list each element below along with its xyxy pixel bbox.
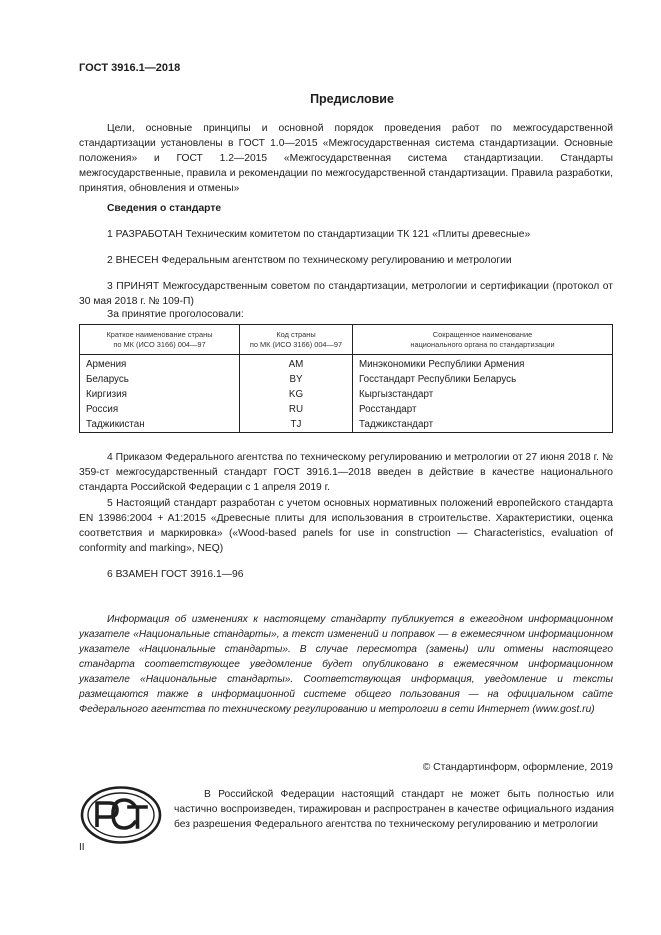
- cell-country: Киргизия: [80, 387, 240, 402]
- cell-code: RU: [240, 402, 353, 417]
- item-2-text: 2 ВНЕСЕН Федеральным агентством по техническому регулированию и метрологии: [107, 255, 512, 266]
- item-4-text: 4 Приказом Федерального агентства по техническому регулированию и метрологии от 27 июня 2018 г. № 359-ст межгосударственный стандарт ГОСТ 3916.1—2018 введен в действие в качестве национального стандарта Российской Федерации с 1 апреля 2019 г.: [79, 452, 613, 493]
- cell-country: Россия: [80, 402, 240, 417]
- vote-table-header-row: [80, 325, 613, 355]
- item-3-text: 3 ПРИНЯТ Межгосударственным советом по стандартизации, метрологии и сертификации (протокол от 30 мая 2018 г. № 109-П): [79, 281, 613, 307]
- section-heading: [79, 201, 613, 216]
- item-1-text: 1 РАЗРАБОТАН Техническим комитетом по стандартизации ТК 121 «Плиты древесные»: [107, 229, 531, 240]
- intro-text: Цели, основные принципы и основной порядок проведения работ по межгосударственной стандартизации установлены в ГОСТ 1.0—2015 «Межгосударственная система стандартизации. Основные положения» и ГОСТ 1.2—2015 «Межгосударственная система стандартизации. Стандарты межгосударственные, правила и рекомендации по межгосударственной стандартизации. Правила разработки, принятия, обновления и отмены»: [79, 123, 613, 194]
- copyright: © Стандартинформ, оформление, 2019: [422, 762, 613, 773]
- item-6: [79, 567, 613, 582]
- cell-body: Минэкономики Республики Армения: [353, 355, 613, 373]
- cell-country: Беларусь: [80, 372, 240, 387]
- item-3: [79, 279, 613, 309]
- item-2: [79, 253, 613, 268]
- item-4: [79, 450, 613, 495]
- item-5-text: 5 Настоящий стандарт разработан с учетом основных нормативных положений европейского стандарта EN 13986:2004 + A1:2015 «Древесные плиты для использования в строительстве. Характеристики, оценка соответствия и маркировка» («Wood-based panels for use in construction — Characteristics, evaluation of conformity and marking», NEQ): [79, 498, 613, 554]
- table-row: [80, 417, 613, 433]
- item-3-sub-text: За принятие проголосовали:: [107, 309, 244, 320]
- rights-notice: [174, 787, 614, 832]
- header-body: [353, 325, 613, 355]
- vote-table: [79, 324, 613, 433]
- section-heading-text: Сведения о стандарте: [107, 203, 222, 214]
- table-row: [80, 355, 613, 373]
- intro-paragraph: [79, 121, 613, 196]
- info-notice: [79, 612, 613, 717]
- cell-body: Росстандарт: [353, 402, 613, 417]
- page-number: II: [79, 842, 85, 853]
- cell-body: Таджикстандарт: [353, 417, 613, 433]
- cell-code: TJ: [240, 417, 353, 433]
- header-code-line2: по МК (ИСО 3166) 004—97: [249, 339, 343, 349]
- item-3-sub: [79, 307, 613, 322]
- item-5: [79, 496, 613, 556]
- doc-code-header: ГОСТ 3916.1—2018: [79, 62, 181, 74]
- header-body-line2: национального органа по стандартизации: [410, 339, 555, 349]
- cell-code: BY: [240, 372, 353, 387]
- cell-country: Армения: [80, 355, 240, 373]
- cell-body: Госстандарт Республики Беларусь: [353, 372, 613, 387]
- cell-code: KG: [240, 387, 353, 402]
- header-code: [240, 325, 353, 355]
- rst-logo-icon: [80, 785, 162, 845]
- header-code-line1: Код страны: [276, 329, 316, 339]
- header-country: [80, 325, 240, 355]
- header-country-line1: Краткое наименование страны: [106, 329, 213, 339]
- table-row: [80, 387, 613, 402]
- cell-code: AM: [240, 355, 353, 373]
- header-country-line2: по МК (ИСО 3166) 004—97: [113, 339, 206, 349]
- cell-body: Кыргызстандарт: [353, 387, 613, 402]
- table-row: [80, 372, 613, 387]
- table-row: [80, 402, 613, 417]
- rights-notice-text: В Российской Федерации настоящий стандарт не может быть полностью или частично воспроизведен, тиражирован и распространен в качестве официального издания без разрешения Федерального агентства по техническому регулированию и метрологии: [174, 789, 614, 830]
- item-6-text: 6 ВЗАМЕН ГОСТ 3916.1—96: [107, 569, 244, 580]
- item-1: [79, 227, 613, 242]
- header-body-line1: Сокращенное наименование: [432, 329, 533, 339]
- cell-country: Таджикистан: [80, 417, 240, 433]
- info-notice-text: Информация об изменениях к настоящему стандарту публикуется в ежегодном информационном указателе «Национальные стандарты», а текст изменений и поправок — в ежемесячном информационном указателе «Национальные стандарты». В случае пересмотра (замены) или отмены настоящего стандарта соответствующее уведомление будет опубликовано в ежемесячном информационном указателе «Национальные стандарты». Соответствующая информация, уведомление и тексты размещаются также в информационной системе общего пользования — на официальном сайте Федерального агентства по техническому регулированию и метрологии в сети Интернет (www.gost.ru): [79, 614, 613, 715]
- page-title: Предисловие: [310, 92, 394, 106]
